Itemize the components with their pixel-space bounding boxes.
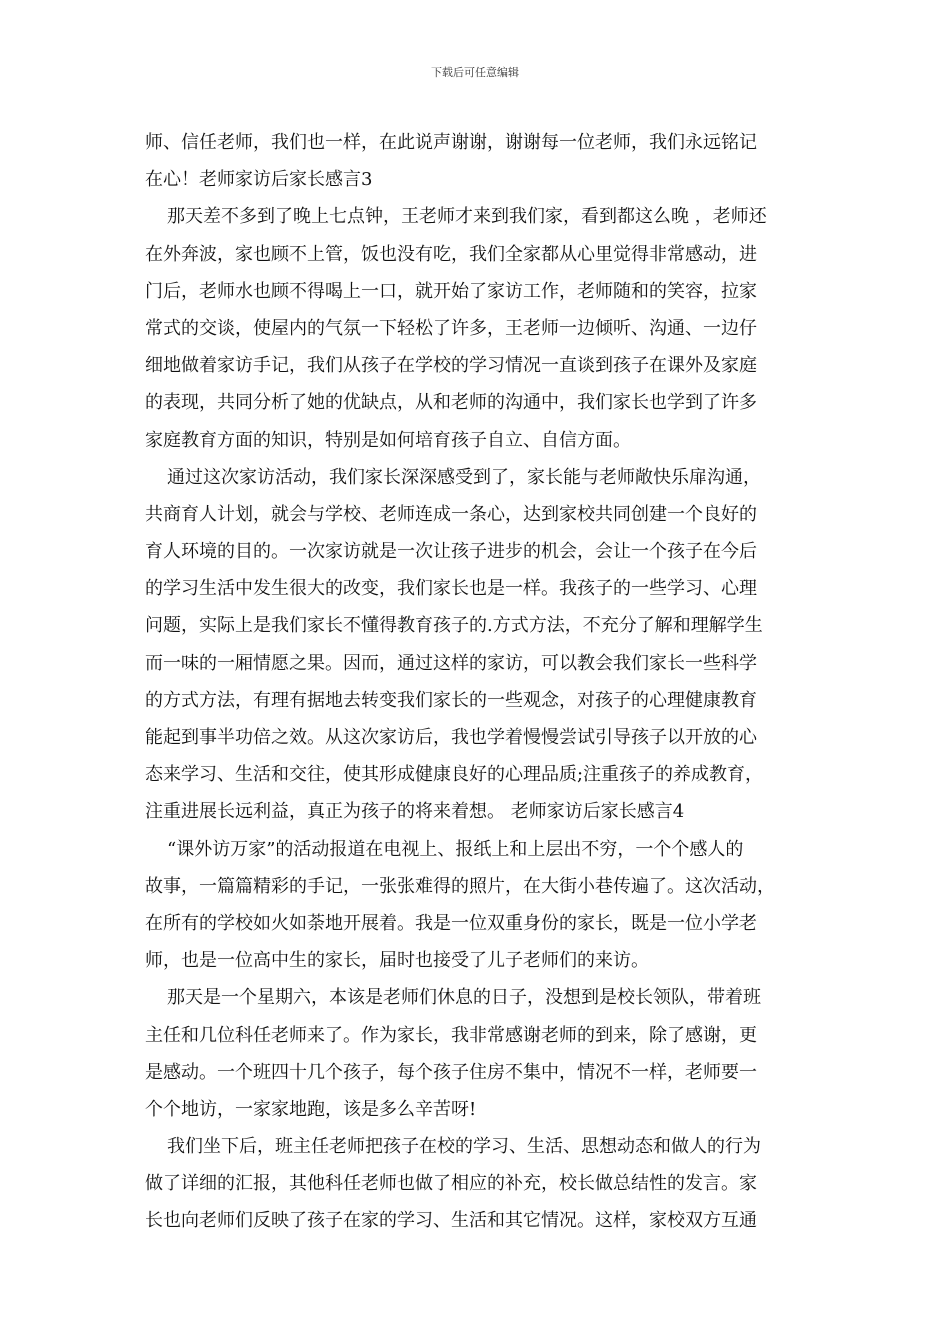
text-line: 是感动。一个班四十几个孩子，每个孩子住房不集中，情况不一样，老师要一 xyxy=(145,1061,757,1083)
text-line: 注重进展长远利益，真正为孩子的将来着想。 老师家访后家长感言4 xyxy=(145,801,685,823)
text-line: 我们坐下后，班主任老师把孩子在校的学习、生活、思想动态和做人的行为 xyxy=(167,1136,761,1158)
text-line: 而一味的一厢情愿之果。因而，通过这样的家访，可以教会我们家长一些科学 xyxy=(145,652,757,674)
text-line: 在所有的学校如火如荼地开展着。我是一位双重身份的家长，既是一位小学老 xyxy=(145,912,757,934)
text-line: “课外访万家”的活动报道在电视上、报纸上和上层出不穷，一个个感人的 xyxy=(167,838,744,860)
text-line: 师，也是一位高中生的家长，届时也接受了儿子老师们的来访。 xyxy=(145,950,649,972)
text-line: 常式的交谈，使屋内的气氛一下轻松了许多，王老师一边倾听、沟通、一边仔 xyxy=(145,317,757,339)
text-line: 态来学习、生活和交往，使其形成健康良好的心理品质;注重孩子的养成教育， xyxy=(145,764,764,786)
text-line: 主任和几位科任老师来了。作为家长，我非常感谢老师的到来，除了感谢，更 xyxy=(145,1024,757,1046)
text-line: 的方式方法，有理有据地去转变我们家长的一些观念，对孩子的心理健康教育 xyxy=(145,689,757,711)
text-line: 在心！老师家访后家长感言3 xyxy=(145,169,373,191)
text-line: 在外奔波，家也顾不上管，饭也没有吃，我们全家都从心里觉得非常感动，进 xyxy=(145,243,757,265)
text-line: 共商育人计划，就会与学校、老师连成一条心，达到家校共同创建一个良好的 xyxy=(145,503,757,525)
text-line: 个个地访，一家家地跑，该是多么辛苦呀! xyxy=(145,1098,477,1120)
text-line: 的表现，共同分析了她的优缺点，从和老师的沟通中，我们家长也学到了许多 xyxy=(145,392,757,414)
text-line: 问题，实际上是我们家长不懂得教育孩子的.方式方法，不充分了解和理解学生 xyxy=(145,615,763,637)
text-line: 那天是一个星期六，本该是老师们休息的日子，没想到是校长领队，带着班 xyxy=(167,987,761,1009)
text-line: 故事，一篇篇精彩的手记，一张张难得的照片，在大街小巷传遍了。这次活动， xyxy=(145,875,775,897)
text-line: 能起到事半功倍之效。从这次家访后，我也学着慢慢尝试引导孩子以开放的心 xyxy=(145,727,757,748)
text-line: 通过这次家访活动，我们家长深深感受到了，家长能与老师敞快乐扉沟通， xyxy=(167,466,761,488)
text-line: 那天差不多到了晚上七点钟，王老师才来到我们家，看到都这么晚 ，老师还 xyxy=(167,206,767,228)
text-line: 的学习生活中发生很大的改变，我们家长也是一样。我孩子的一些学习、心理 xyxy=(145,578,757,600)
text-line: 长也向老师们反映了孩子在家的学习、生活和其它情况。这样，家校双方互通 xyxy=(145,1210,757,1232)
document-body xyxy=(145,124,825,1240)
text-line: 家庭教育方面的知识，特别是如何培育孩子自立、自信方面。 xyxy=(145,429,631,451)
text-line: 门后，老师水也顾不得喝上一口，就开始了家访工作，老师随和的笑容，拉家 xyxy=(145,280,757,302)
text-line: 育人环境的目的。一次家访就是一次让孩子进步的机会，会让一个孩子在今后 xyxy=(145,541,757,563)
text-line: 做了详细的汇报，其他科任老师也做了相应的补充，校长做总结性的发言。家 xyxy=(145,1173,757,1195)
page-header: 下载后可任意编辑 xyxy=(431,66,519,79)
text-line: 师、信任老师，我们也一样，在此说声谢谢，谢谢每一位老师，我们永远铭记 xyxy=(145,132,757,153)
text-line: 细地做着家访手记，我们从孩子在学校的学习情况一直谈到孩子在课外及家庭 xyxy=(145,355,757,377)
